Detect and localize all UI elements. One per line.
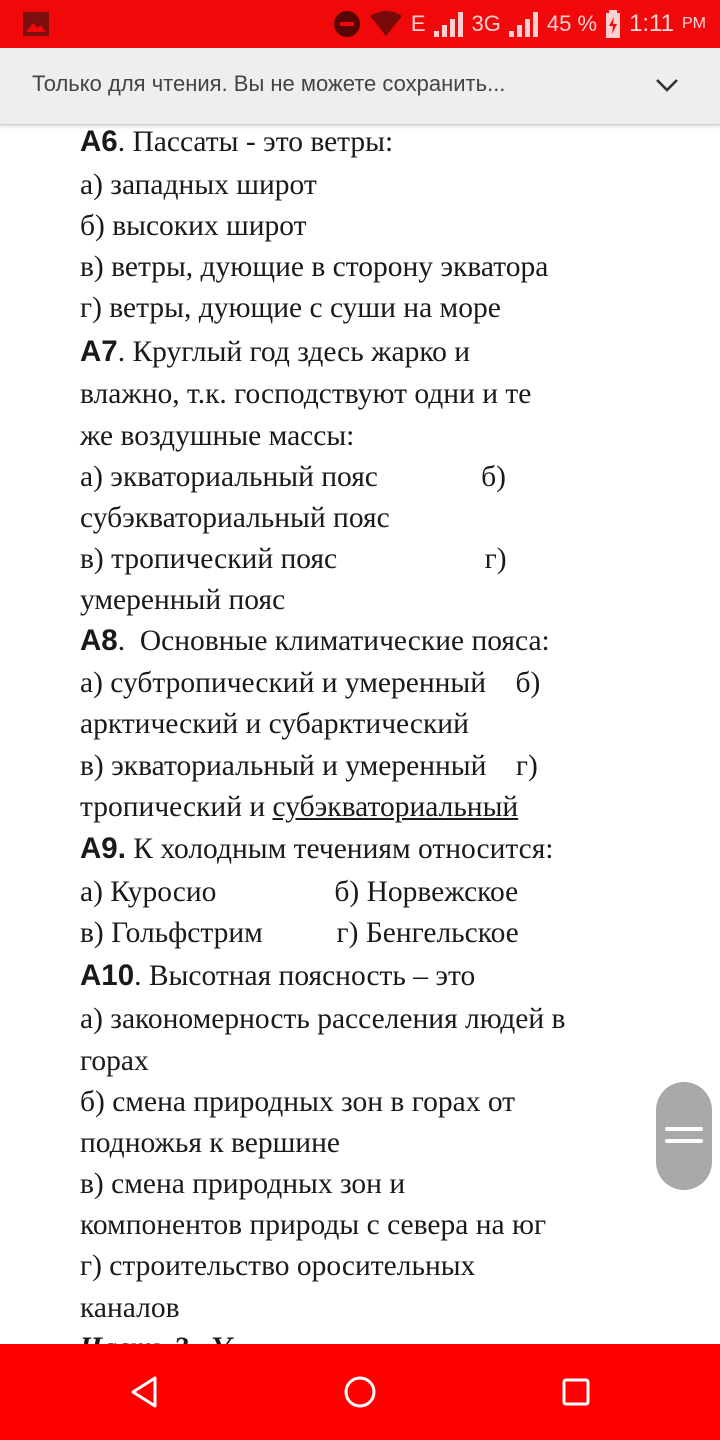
banner-text: Только для чтения. Вы не можете сохранить...	[32, 71, 506, 96]
answer-line: а) закономерность расселения людей в	[80, 1003, 566, 1035]
answer-line: тропический и субэкваториальный	[80, 791, 519, 823]
question-text: же воздушные массы:	[80, 420, 355, 452]
answer-line: подножья к вершине	[80, 1127, 340, 1159]
answer-line: б) высоких широт	[80, 210, 307, 242]
wifi-icon	[369, 11, 403, 37]
battery-charging-icon	[605, 10, 621, 38]
status-icons	[333, 0, 706, 48]
question-text: влажно, т.к. господствуют одни и те	[80, 378, 532, 410]
navigation-bar	[0, 1344, 720, 1440]
recents-icon[interactable]	[556, 1372, 596, 1412]
signal-icon	[434, 11, 464, 37]
answer-line: в) Гольфстрим г) Бенгельское	[80, 917, 519, 949]
do-not-disturb-icon	[333, 10, 361, 38]
answer-line: а) Куросио б) Норвежское	[80, 876, 519, 908]
question-a9: А9. К холодным течениям относится:	[80, 832, 554, 865]
answer-line: умеренный пояс	[80, 584, 286, 616]
battery-percent: 45 %	[546, 11, 598, 36]
network-type-2: 3G	[471, 11, 501, 36]
answer-line: в) ветры, дующие в сторону экватора	[80, 251, 549, 283]
question-a10: А10. Высотная поясность – это	[80, 959, 476, 992]
handle-grip-line	[665, 1127, 703, 1131]
question-a6: А6. Пассаты - это ветры:	[80, 125, 394, 158]
signal-icon	[509, 11, 539, 37]
clock: 1:11	[629, 10, 674, 37]
home-icon[interactable]	[340, 1372, 380, 1412]
answer-line: компонентов природы с севера на юг	[80, 1209, 547, 1241]
answer-line: б) смена природных зон в горах от	[80, 1086, 516, 1118]
answer-line: арктический и субарктический	[80, 708, 469, 740]
answer-line: а) западных широт	[80, 169, 317, 201]
document-page	[80, 124, 660, 1344]
answer-line: в) смена природных зон и	[80, 1168, 406, 1200]
handle-grip-line	[665, 1139, 703, 1143]
answer-line: г) строительство оросительных	[80, 1250, 476, 1282]
question-a8: А8. Основные климатические пояса:	[80, 624, 550, 657]
read-only-banner[interactable]	[0, 48, 720, 125]
answer-line: в) экваториальный и умеренный г)	[80, 750, 538, 782]
answer-line: в) тропический пояс г)	[80, 543, 507, 575]
network-type: E	[410, 11, 426, 36]
gallery-icon	[22, 11, 50, 37]
status-bar	[0, 0, 720, 48]
answer-line: а) экваториальный пояс б)	[80, 461, 506, 493]
back-icon[interactable]	[125, 1372, 165, 1412]
answer-line: субэкваториальный пояс	[80, 502, 390, 534]
chevron-down-icon[interactable]	[654, 76, 680, 94]
answer-line: горах	[80, 1045, 149, 1077]
answer-line: г) ветры, дующие с суши на море	[80, 292, 501, 324]
answer-line: а) субтропический и умеренный б)	[80, 667, 541, 699]
question-a7: А7. Круглый год здесь жарко и	[80, 335, 471, 368]
answer-line: каналов	[80, 1292, 180, 1324]
clock-ampm: PM	[682, 15, 706, 32]
scroll-handle[interactable]	[656, 1082, 712, 1190]
